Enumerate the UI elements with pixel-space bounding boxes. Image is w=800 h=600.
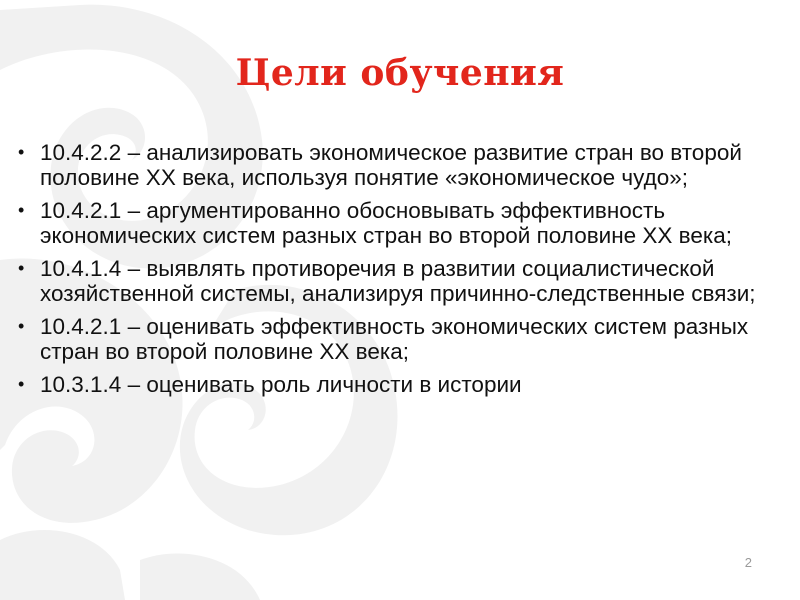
list-item-text: 10.4.1.4 – выявлять противоречия в развитии социалистической хозяйственной системы, анализируя причинно-следственные связи; bbox=[40, 256, 756, 306]
list-item bbox=[18, 372, 778, 397]
list-item-text: 10.4.2.1 – аргументированно обосновывать эффективность экономических систем разных стран во второй половине ХХ века; bbox=[40, 198, 732, 248]
list-item bbox=[18, 256, 778, 306]
list-item-text: 10.4.2.1 – оценивать эффективность экономических систем разных стран во второй половине ХХ века; bbox=[40, 314, 749, 364]
page-number: 2 bbox=[744, 555, 752, 570]
list-item bbox=[18, 198, 778, 248]
bullet-icon: • bbox=[18, 374, 25, 394]
bullet-icon: • bbox=[18, 258, 25, 278]
list-item bbox=[18, 140, 778, 190]
objectives-list bbox=[18, 140, 778, 405]
bullet-icon: • bbox=[18, 142, 25, 162]
list-item-text: 10.3.1.4 – оценивать роль личности в истории bbox=[40, 372, 522, 397]
slide-title: Цели обучения bbox=[235, 52, 565, 94]
bullet-icon: • bbox=[18, 200, 25, 220]
list-item bbox=[18, 314, 778, 364]
list-item-text: 10.4.2.2 – анализировать экономическое развитие стран во второй половине XX века, используя понятие «экономическое чудо»; bbox=[40, 140, 742, 190]
bullet-icon: • bbox=[18, 316, 25, 336]
